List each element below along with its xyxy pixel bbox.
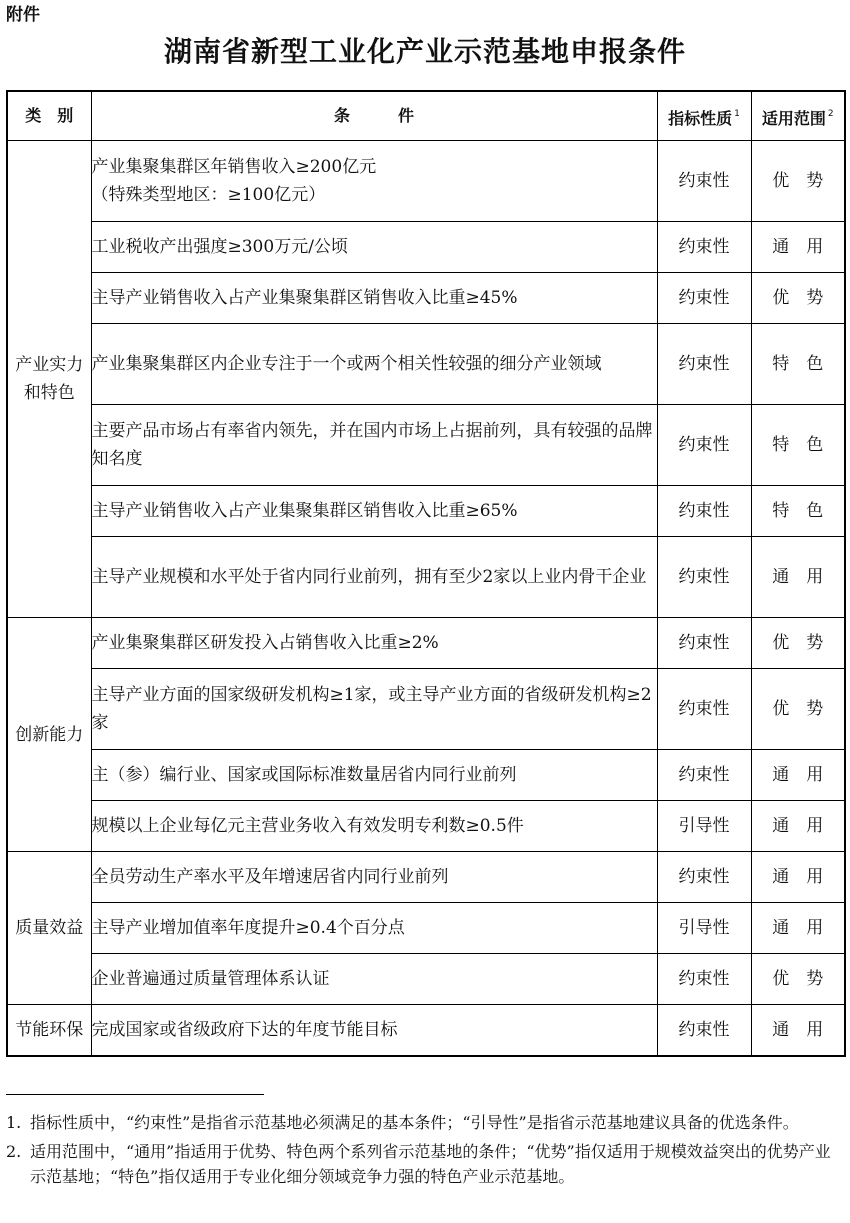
scope-cell: 特 色 bbox=[751, 486, 845, 537]
table-row bbox=[7, 954, 845, 1005]
table-row bbox=[7, 222, 845, 273]
footnote-1: 1. 指标性质中，“约束性”是指省示范基地必须满足的基本条件；“引导性”是指省示范基地建议具备的优选条件。 bbox=[6, 1113, 799, 1132]
nature-cell: 约束性 bbox=[657, 1005, 751, 1057]
scope-cell: 通 用 bbox=[751, 537, 845, 618]
scope-cell: 通 用 bbox=[751, 750, 845, 801]
table-row bbox=[7, 852, 845, 903]
nature-cell: 约束性 bbox=[657, 750, 751, 801]
table-row bbox=[7, 486, 845, 537]
scope-cell: 优 势 bbox=[751, 141, 845, 222]
scope-cell: 通 用 bbox=[751, 903, 845, 954]
category-cell: 产业实力和特色 bbox=[7, 141, 91, 618]
nature-cell: 约束性 bbox=[657, 954, 751, 1005]
scope-cell: 优 势 bbox=[751, 954, 845, 1005]
header-category: 类 别 bbox=[7, 91, 91, 141]
condition-cell: 全员劳动生产率水平及年增速居省内同行业前列 bbox=[91, 852, 657, 903]
nature-cell: 约束性 bbox=[657, 273, 751, 324]
table-row bbox=[7, 750, 845, 801]
nature-cell: 约束性 bbox=[657, 852, 751, 903]
scope-cell: 优 势 bbox=[751, 618, 845, 669]
nature-cell: 约束性 bbox=[657, 669, 751, 750]
conditions-table bbox=[6, 90, 846, 1057]
nature-cell: 引导性 bbox=[657, 801, 751, 852]
scope-cell: 通 用 bbox=[751, 222, 845, 273]
footnote-ref-2: 2 bbox=[827, 108, 834, 119]
table-row bbox=[7, 669, 845, 750]
table-row bbox=[7, 1005, 845, 1057]
scope-cell: 通 用 bbox=[751, 1005, 845, 1057]
attachment-label: 附件 bbox=[6, 5, 40, 25]
scope-cell: 通 用 bbox=[751, 801, 845, 852]
header-scope: 适用范围 $^2$ bbox=[751, 91, 845, 141]
footnotes bbox=[6, 1110, 846, 1193]
nature-cell: 约束性 bbox=[657, 324, 751, 405]
condition-cell: 主导产业规模和水平处于省内同行业前列，拥有至少2家以上业内骨干企业 bbox=[91, 537, 657, 618]
nature-cell: 约束性 bbox=[657, 537, 751, 618]
table-row bbox=[7, 405, 845, 486]
condition-cell: 主导产业销售收入占产业集聚集群区销售收入比重≥65% bbox=[91, 486, 657, 537]
nature-cell: 约束性 bbox=[657, 618, 751, 669]
condition-cell: 主（参）编行业、国家或国际标准数量居省内同行业前列 bbox=[91, 750, 657, 801]
category-cell: 节能环保 bbox=[7, 1005, 91, 1057]
footnote-ref-1: 1 bbox=[734, 108, 740, 119]
page-title: 湖南省新型工业化产业示范基地申报条件 bbox=[163, 35, 686, 68]
header-condition: 条 件 bbox=[91, 91, 657, 141]
table-row bbox=[7, 903, 845, 954]
condition-cell: 主导产业增加值率年度提升≥0.4个百分点 bbox=[91, 903, 657, 954]
nature-cell: 约束性 bbox=[657, 486, 751, 537]
table-row bbox=[7, 618, 845, 669]
condition-cell: 产业集聚集群区年销售收入≥200亿元 （特殊类型地区：≥100亿元） bbox=[91, 141, 657, 222]
scope-cell: 优 势 bbox=[751, 273, 845, 324]
nature-cell: 约束性 bbox=[657, 141, 751, 222]
table-row bbox=[7, 324, 845, 405]
condition-cell: 主导产业方面的国家级研发机构≥1家，或主导产业方面的省级研发机构≥2家 bbox=[91, 669, 657, 750]
condition-cell: 工业税收产出强度≥300万元/公顷 bbox=[91, 222, 657, 273]
condition-cell: 企业普遍通过质量管理体系认证 bbox=[91, 954, 657, 1005]
scope-cell: 通 用 bbox=[751, 852, 845, 903]
table-row bbox=[7, 537, 845, 618]
condition-cell: 主导产业销售收入占产业集聚集群区销售收入比重≥45% bbox=[91, 273, 657, 324]
condition-cell: 完成国家或省级政府下达的年度节能目标 bbox=[91, 1005, 657, 1057]
category-cell: 质量效益 bbox=[7, 852, 91, 1005]
scope-cell: 特 色 bbox=[751, 405, 845, 486]
nature-cell: 约束性 bbox=[657, 222, 751, 273]
condition-cell: 产业集聚集群区研发投入占销售收入比重≥2% bbox=[91, 618, 657, 669]
condition-cell: 产业集聚集群区内企业专注于一个或两个相关性较强的细分产业领域 bbox=[91, 324, 657, 405]
nature-cell: 约束性 bbox=[657, 405, 751, 486]
category-cell: 创新能力 bbox=[7, 618, 91, 852]
table-row bbox=[7, 141, 845, 222]
footnote-2: 2. 适用范围中，“通用”指适用于优势、特色两个系列省示范基地的条件；“优势”指仅适用于规模效益突出的优势产业示范基地；“特色”指仅适用于专业化细分领域竞争力强的特色产业示范基地。 bbox=[6, 1142, 831, 1186]
footnote-divider bbox=[6, 1094, 264, 1095]
scope-cell: 特 色 bbox=[751, 324, 845, 405]
scope-cell: 优 势 bbox=[751, 669, 845, 750]
header-nature: 指标性质 $^1$ bbox=[657, 91, 751, 141]
table-row bbox=[7, 801, 845, 852]
condition-cell: 主要产品市场占有率省内领先，并在国内市场上占据前列，具有较强的品牌知名度 bbox=[91, 405, 657, 486]
condition-cell: 规模以上企业每亿元主营业务收入有效发明专利数≥0.5件 bbox=[91, 801, 657, 852]
table-row bbox=[7, 273, 845, 324]
table-header-row bbox=[7, 91, 845, 141]
nature-cell: 引导性 bbox=[657, 903, 751, 954]
